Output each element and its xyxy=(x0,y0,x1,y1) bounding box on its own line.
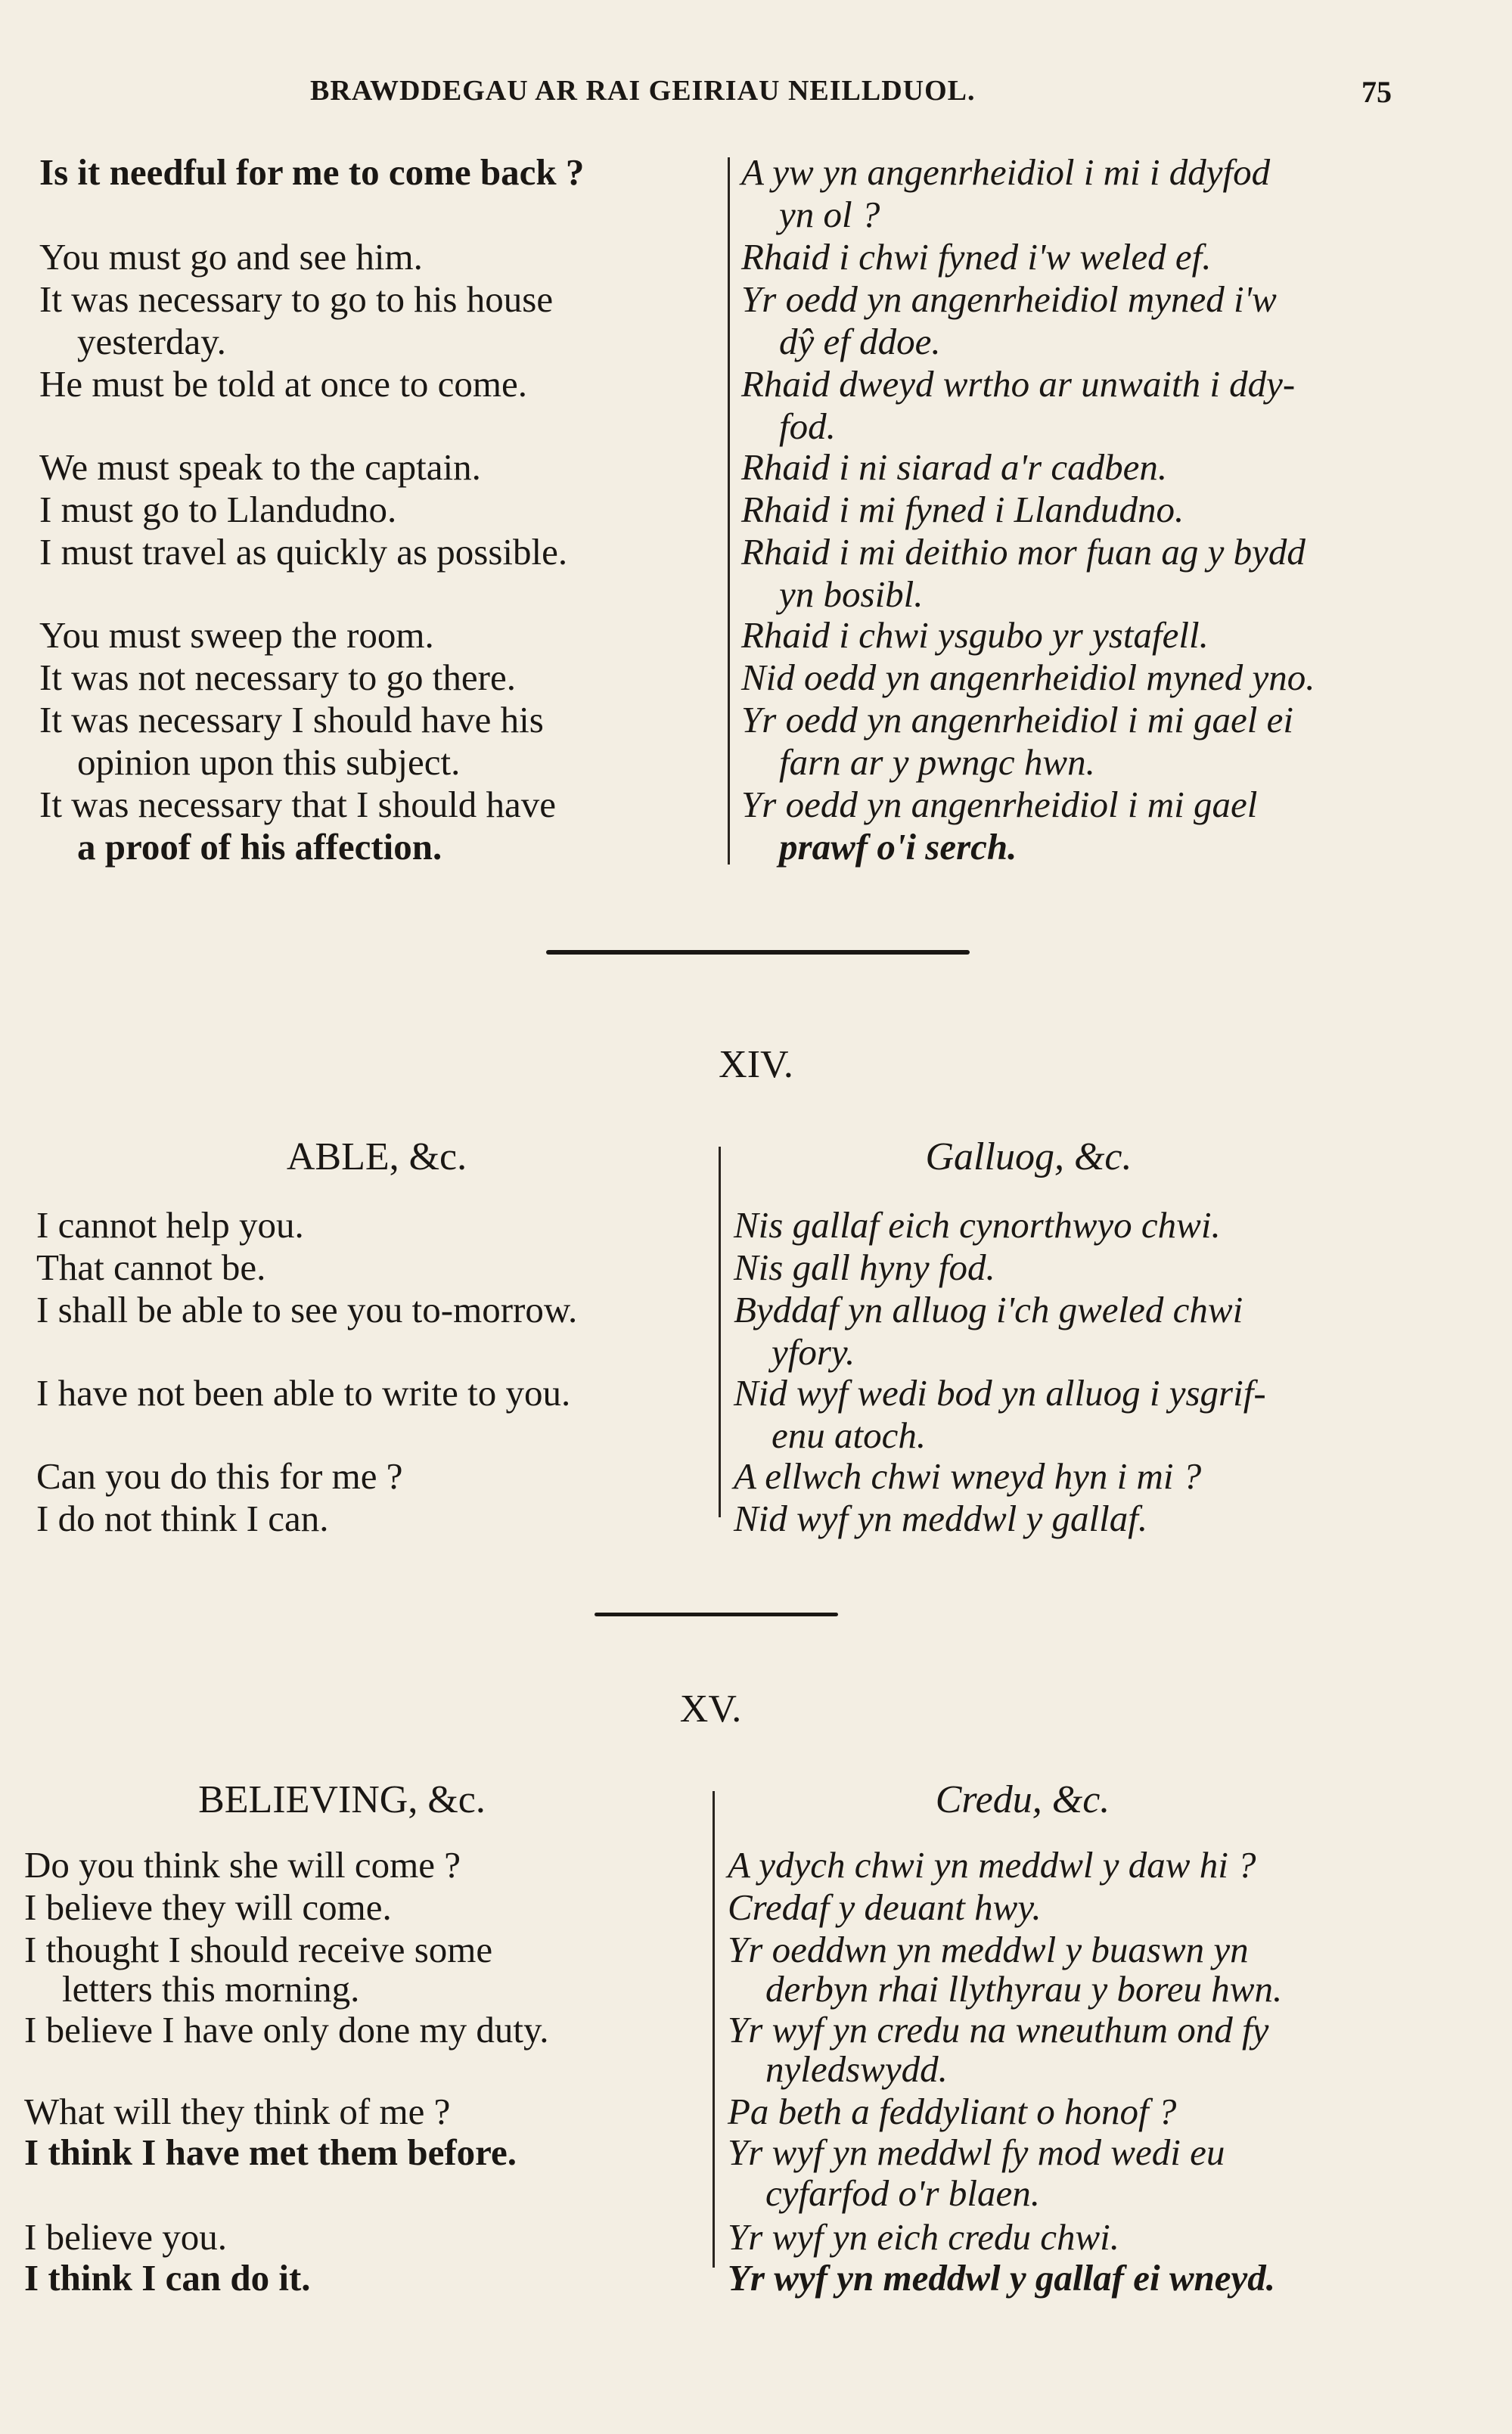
welsh-sentence: Nis gall hyny fod. xyxy=(734,1246,995,1288)
english-sentence: It was necessary to go to his house xyxy=(39,278,554,320)
welsh-sentence: A ydych chwi yn meddwl y daw hi ? xyxy=(728,1844,1256,1886)
english-sentence: We must speak to the captain. xyxy=(39,446,481,488)
english-sentence: You must sweep the room. xyxy=(39,614,434,656)
welsh-sentence: Nid wyf yn meddwl y gallaf. xyxy=(734,1498,1148,1539)
welsh-sentence: A ellwch chwi wneyd hyn i mi ? xyxy=(734,1455,1202,1497)
welsh-column xyxy=(734,1135,1414,1558)
english-sentence: I shall be able to see you to-morrow. xyxy=(36,1289,578,1330)
section-xv xyxy=(0,1687,1512,2367)
welsh-sentence: Rhaid i mi deithio mor fuan ag y bydd xyxy=(741,531,1306,573)
english-sentence-continued: yesterday. xyxy=(77,321,226,362)
section-top xyxy=(0,0,1512,893)
english-sentence: I believe they will come. xyxy=(24,1886,392,1928)
english-sentence: I think I have met them before. xyxy=(24,2131,517,2173)
english-heading: BELIEVING, &c. xyxy=(198,1778,486,1821)
english-sentence: I must go to Llandudno. xyxy=(39,489,397,530)
english-sentence: I believe I have only done my duty. xyxy=(24,2009,549,2051)
section-number: XV. xyxy=(679,1687,742,1731)
english-sentence-continued: opinion upon this subject. xyxy=(77,741,461,783)
welsh-sentence-continued: nyledswydd. xyxy=(765,2048,948,2090)
english-sentence: I do not think I can. xyxy=(36,1498,329,1539)
welsh-sentence: Rhaid dweyd wrtho ar unwaith i ddy- xyxy=(741,363,1296,405)
english-sentence: I must travel as quickly as possible. xyxy=(39,531,568,573)
english-sentence-continued: letters this morning. xyxy=(62,1968,360,2010)
english-sentence: You must go and see him. xyxy=(39,236,423,278)
english-column xyxy=(39,151,720,877)
english-sentence: Is it needful for me to come back ? xyxy=(39,151,585,193)
english-column xyxy=(24,1777,705,2352)
welsh-sentence: Yr oedd yn angenrheidiol i mi gael xyxy=(741,784,1258,825)
english-sentence: I think I can do it. xyxy=(24,2257,311,2299)
english-column xyxy=(36,1135,717,1558)
welsh-sentence: Rhaid i chwi fyned i'w weled ef. xyxy=(741,236,1212,278)
welsh-sentence-continued: enu atoch. xyxy=(772,1414,927,1456)
english-sentence: I cannot help you. xyxy=(36,1204,304,1246)
welsh-sentence: Pa beth a feddyliant o honof ? xyxy=(728,2091,1177,2132)
welsh-sentence: Rhaid i mi fyned i Llandudno. xyxy=(741,489,1184,530)
column-divider xyxy=(728,157,730,865)
welsh-sentence: Credaf y deuant hwy. xyxy=(728,1886,1042,1928)
welsh-sentence: A yw yn angenrheidiol i mi i ddyfod xyxy=(741,151,1271,193)
welsh-sentence-continued: derbyn rhai llythyrau y boreu hwn. xyxy=(765,1968,1283,2010)
english-sentence: He must be told at once to come. xyxy=(39,363,527,405)
english-sentence: What will they think of me ? xyxy=(24,2091,451,2132)
welsh-sentence-continued: prawf o'i serch. xyxy=(779,826,1017,868)
section-xiv xyxy=(0,1036,1512,1566)
english-sentence: Do you think she will come ? xyxy=(24,1844,461,1886)
welsh-sentence: Yr wyf yn meddwl y gallaf ei wneyd. xyxy=(728,2257,1275,2299)
welsh-heading: Galluog, &c. xyxy=(925,1135,1132,1178)
welsh-column xyxy=(728,1777,1408,2352)
english-sentence: Can you do this for me ? xyxy=(36,1455,403,1497)
english-sentence: I believe you. xyxy=(24,2216,228,2258)
english-sentence: It was not necessary to go there. xyxy=(39,657,516,698)
welsh-sentence: Yr wyf yn credu na wneuthum ond fy xyxy=(728,2009,1269,2051)
welsh-sentence-continued: yn bosibl. xyxy=(779,573,924,615)
welsh-sentence-continued: fod. xyxy=(779,405,836,447)
welsh-sentence: Yr wyf yn meddwl fy mod wedi eu xyxy=(728,2131,1225,2173)
welsh-sentence-continued: yfory. xyxy=(772,1331,855,1373)
welsh-sentence: Byddaf yn alluog i'ch gweled chwi xyxy=(734,1289,1243,1330)
column-divider xyxy=(719,1147,721,1517)
welsh-sentence-continued: dŷ ef ddoe. xyxy=(779,321,941,362)
english-sentence: I thought I should receive some xyxy=(24,1929,493,1970)
welsh-sentence-continued: farn ar y pwngc hwn. xyxy=(779,741,1095,783)
welsh-sentence: Rhaid i chwi ysgubo yr ystafell. xyxy=(741,614,1209,656)
welsh-heading: Credu, &c. xyxy=(935,1778,1110,1821)
welsh-sentence-continued: yn ol ? xyxy=(779,194,880,235)
english-sentence: I have not been able to write to you. xyxy=(36,1372,571,1414)
welsh-sentence-continued: cyfarfod o'r blaen. xyxy=(765,2172,1040,2214)
welsh-sentence: Nid wyf wedi bod yn alluog i ysgrif- xyxy=(734,1372,1266,1414)
english-sentence-continued: a proof of his affection. xyxy=(77,826,442,868)
section-rule xyxy=(546,950,970,955)
section-rule xyxy=(595,1613,838,1616)
welsh-sentence: Yr wyf yn eich credu chwi. xyxy=(728,2216,1120,2258)
page-number: 75 xyxy=(1361,75,1392,109)
welsh-sentence: Nis gallaf eich cynorthwyo chwi. xyxy=(734,1204,1221,1246)
english-sentence: It was necessary that I should have xyxy=(39,784,557,825)
welsh-column xyxy=(741,151,1422,877)
english-heading: ABLE, &c. xyxy=(286,1135,467,1178)
section-number: XIV. xyxy=(719,1043,793,1086)
welsh-sentence: Yr oeddwn yn meddwl y buaswn yn xyxy=(728,1929,1249,1970)
welsh-sentence: Nid oedd yn angenrheidiol myned yno. xyxy=(741,657,1315,698)
column-divider xyxy=(713,1791,715,2268)
english-sentence: It was necessary I should have his xyxy=(39,699,544,740)
english-sentence: That cannot be. xyxy=(36,1246,266,1288)
running-title: BRAWDDEGAU AR RAI GEIRIAU NEILLDUOL. xyxy=(310,75,976,107)
welsh-sentence: Yr oedd yn angenrheidiol myned i'w xyxy=(741,278,1277,320)
welsh-sentence: Rhaid i ni siarad a'r cadben. xyxy=(741,446,1168,488)
welsh-sentence: Yr oedd yn angenrheidiol i mi gael ei xyxy=(741,699,1293,740)
